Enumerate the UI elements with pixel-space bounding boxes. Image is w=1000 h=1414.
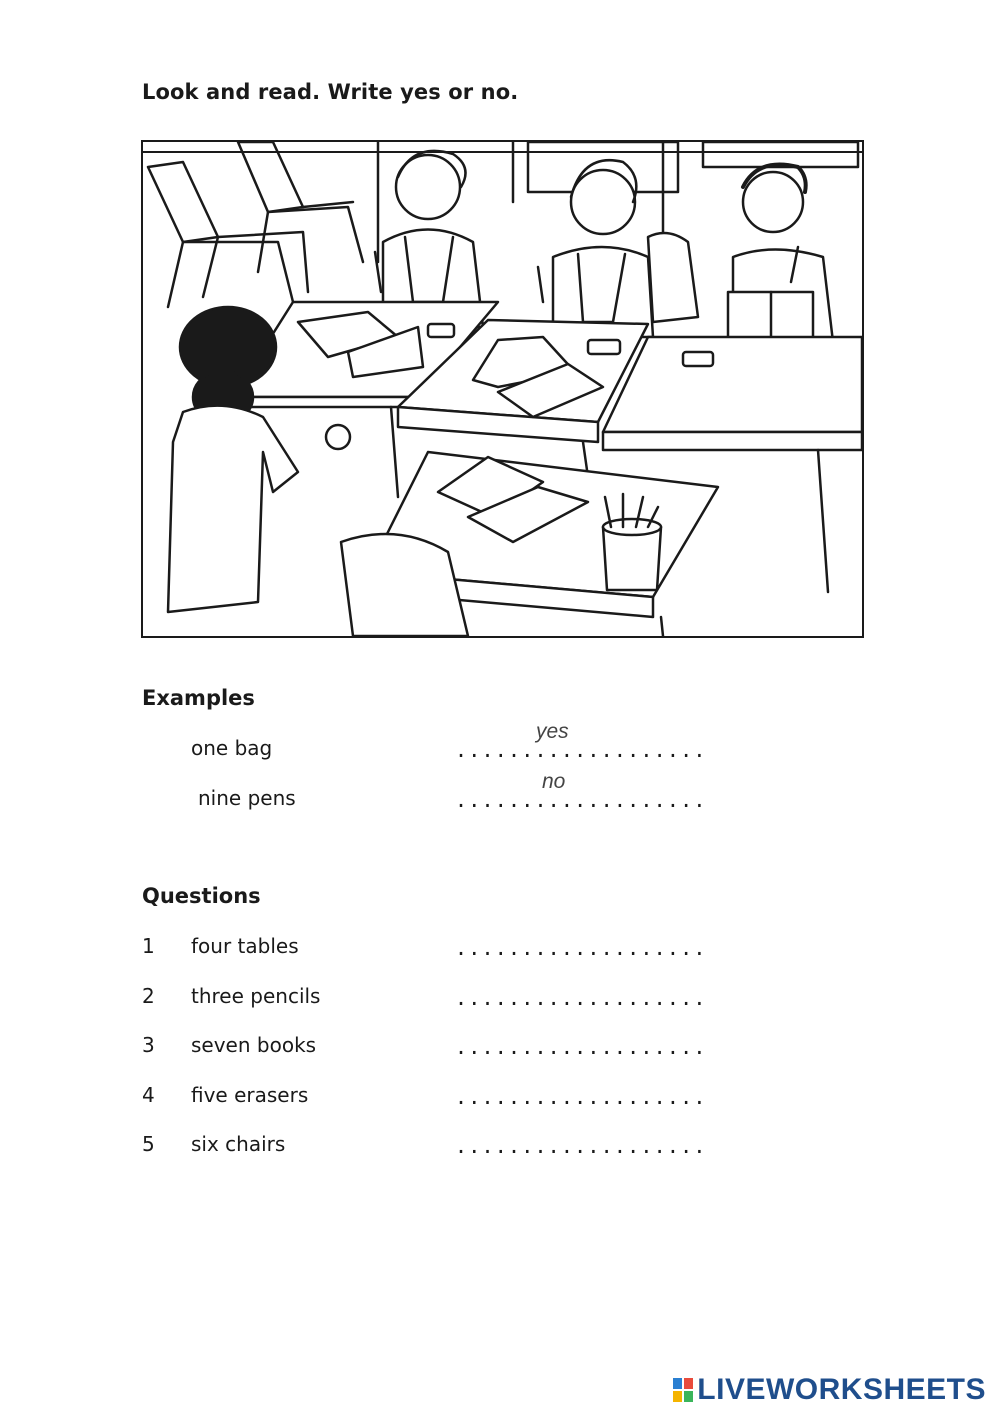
- answer-line: ...................: [455, 1134, 707, 1158]
- instruction-heading: Look and read. Write yes or no.: [142, 80, 519, 104]
- answer-line: ...................: [455, 788, 707, 812]
- question-phrase: six chairs: [191, 1132, 286, 1156]
- question-row: [0, 1033, 1000, 1063]
- question-number: 5: [142, 1132, 155, 1156]
- question-number: 2: [142, 984, 155, 1008]
- answer-input-3[interactable]: [455, 1027, 664, 1059]
- answer-line: ...................: [455, 738, 707, 762]
- answer-input-5[interactable]: [455, 1126, 664, 1158]
- example-phrase: nine pens: [198, 786, 296, 810]
- back-chair: [238, 142, 363, 272]
- logo-text: LIVEWORKSHEETS: [697, 1373, 986, 1406]
- answer-input-4[interactable]: [455, 1077, 664, 1109]
- answer-line: ...................: [455, 1035, 707, 1059]
- seated-child: [538, 160, 653, 337]
- question-number: 1: [142, 934, 155, 958]
- back-chair: [148, 162, 308, 307]
- answer-line: ...................: [455, 936, 707, 960]
- eraser: [428, 324, 454, 337]
- answer-input-1[interactable]: [455, 928, 664, 960]
- classroom-illustration: [141, 140, 864, 638]
- question-phrase: five erasers: [191, 1083, 309, 1107]
- examples-heading: Examples: [142, 686, 255, 710]
- answer-line: ...................: [455, 986, 707, 1010]
- seated-child: [375, 151, 483, 327]
- answer-line: ...................: [455, 1085, 707, 1109]
- example-row: [0, 770, 1000, 816]
- question-phrase: seven books: [191, 1033, 317, 1057]
- question-row: [0, 984, 1000, 1014]
- liveworksheets-logo-icon: [673, 1378, 693, 1402]
- question-phrase: four tables: [191, 934, 299, 958]
- question-row: [0, 1132, 1000, 1162]
- liveworksheets-logo: [673, 1373, 986, 1407]
- question-number: 3: [142, 1033, 155, 1057]
- questions-heading: Questions: [142, 884, 261, 908]
- eraser: [683, 352, 713, 366]
- answer-input-2[interactable]: [455, 978, 664, 1010]
- example-answer: yes: [536, 720, 569, 743]
- eraser: [588, 340, 620, 354]
- example-row: [0, 720, 1000, 766]
- example-answer: no: [542, 770, 566, 793]
- question-phrase: three pencils: [191, 984, 321, 1008]
- question-row: [0, 934, 1000, 964]
- question-row: [0, 1083, 1000, 1113]
- question-number: 4: [142, 1083, 155, 1107]
- example-phrase: one bag: [191, 736, 273, 760]
